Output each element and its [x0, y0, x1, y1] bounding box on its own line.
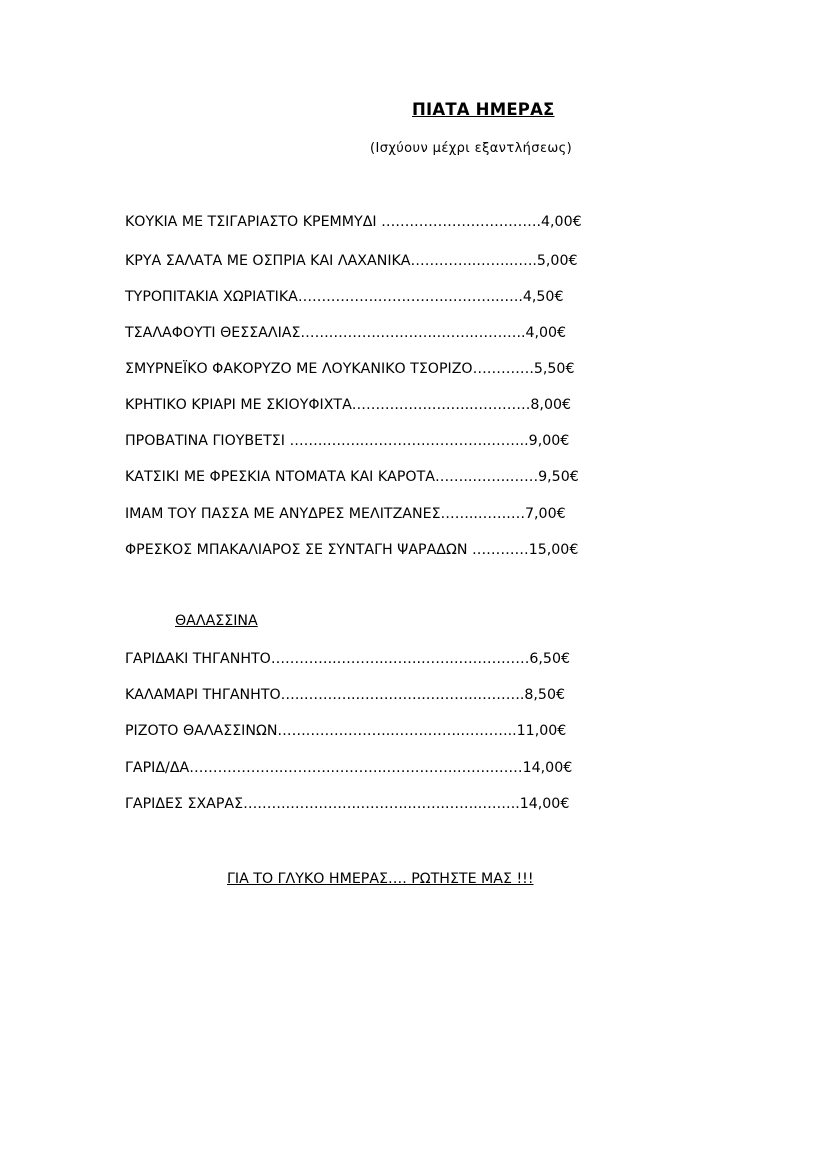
- page-title: ΠΙΑΤΑ ΗΜΕΡΑΣ: [412, 100, 555, 119]
- menu-item: ΙΜΑΜ ΤΟΥ ΠΑΣΣΑ ΜΕ ΑΝΥΔΡΕΣ ΜΕΛΙΤΖΑΝΕΣ……..…….…7,00€: [125, 506, 566, 522]
- menu-item: ΣΜΥΡΝΕΪΚΟ ΦΑΚΟΡΥΖΟ ΜΕ ΛΟΥΚΑΝΙΚΟ ΤΣΟΡΙΖΟ………….5,50€: [125, 361, 575, 377]
- menu-item: ΚΑΛΑΜΑΡΙ ΤΗΓΑΝΗΤΟ…..………..…….……..………..……….8,50€: [125, 687, 566, 703]
- menu-item: ΠΡΟΒΑΤΙΝΑ ΓΙΟΥΒΕΤΣΙ ……..……..………….…………..……..9,00€: [125, 433, 570, 449]
- menu-item: ΤΥΡΟΠΙΤΑΚΙΑ ΧΩΡΙΑΤΙΚΑ…….……….…….……..………..…..4,50€: [125, 289, 564, 305]
- menu-item: ΓΑΡΙΔΑΚΙ ΤΗΓΑΝΗΤΟ…………..………..…….……..……………6,50€: [125, 651, 571, 667]
- menu-item: ΓΑΡΙΔ/ΔΑ………………..………..………..…….……..……..……14,00€: [125, 760, 573, 776]
- menu-item: ΚΡΗΤΙΚΟ ΚΡΙΑΡΙ ΜΕ ΣΚΙΟΥΦΙΧΤΑ……….…….….…..…………8,00€: [125, 397, 572, 413]
- menu-item: ΓΑΡΙΔΕΣ ΣΧΑΡΑΣ……….…….……..………..…….……..……..14,00€: [125, 796, 570, 812]
- menu-item: ΚΡΥΑ ΣΑΛΑΤΑ ΜΕ ΟΣΠΡΙΑ ΚΑΙ ΛΑΧΑΝΙΚΑ…………..……..…..5,00€: [125, 253, 578, 269]
- menu-item: ΦΡΕΣΚΟΣ ΜΠΑΚΑΛΙΑΡΟΣ ΣΕ ΣΥΝΤΑΓΗ ΨΑΡΑΔΩΝ …………15,00€: [125, 542, 579, 558]
- menu-item: ΚΟΥΚΙΑ ΜΕ ΤΣΙΓΑΡΙΑΣΤΟ ΚΡΕΜΜΥΔΙ …….………….…….…….4,00€: [125, 214, 582, 230]
- menu-item: ΚΑΤΣΙΚΙ ΜΕ ΦΡΕΣΚΙΑ ΝΤΟΜΑΤΑ ΚΑΙ ΚΑΡΟΤΑ……..……..……9,50€: [125, 469, 579, 485]
- menu-item: ΤΣΑΛΑΦΟΥΤΙ ΘΕΣΣΑΛΙΑΣ…….……….….……..……..………..4,00€: [125, 325, 567, 341]
- page-subtitle: (Ισχύουν μέχρι εξαντλήσεως): [370, 141, 573, 156]
- section-heading-seafood: ΘΑΛΑΣΣΙΝΑ: [175, 613, 258, 629]
- menu-item: ΡΙΖΟΤΟ ΘΑΛΑΣΣΙΝΩΝ…….…….………..…….……..………..11,00€: [125, 723, 567, 739]
- dessert-note: ΓΙΑ ΤΟ ΓΛΥΚΟ ΗΜΕΡΑΣ…. ΡΩΤΗΣΤΕ ΜΑΣ !!!: [227, 871, 534, 887]
